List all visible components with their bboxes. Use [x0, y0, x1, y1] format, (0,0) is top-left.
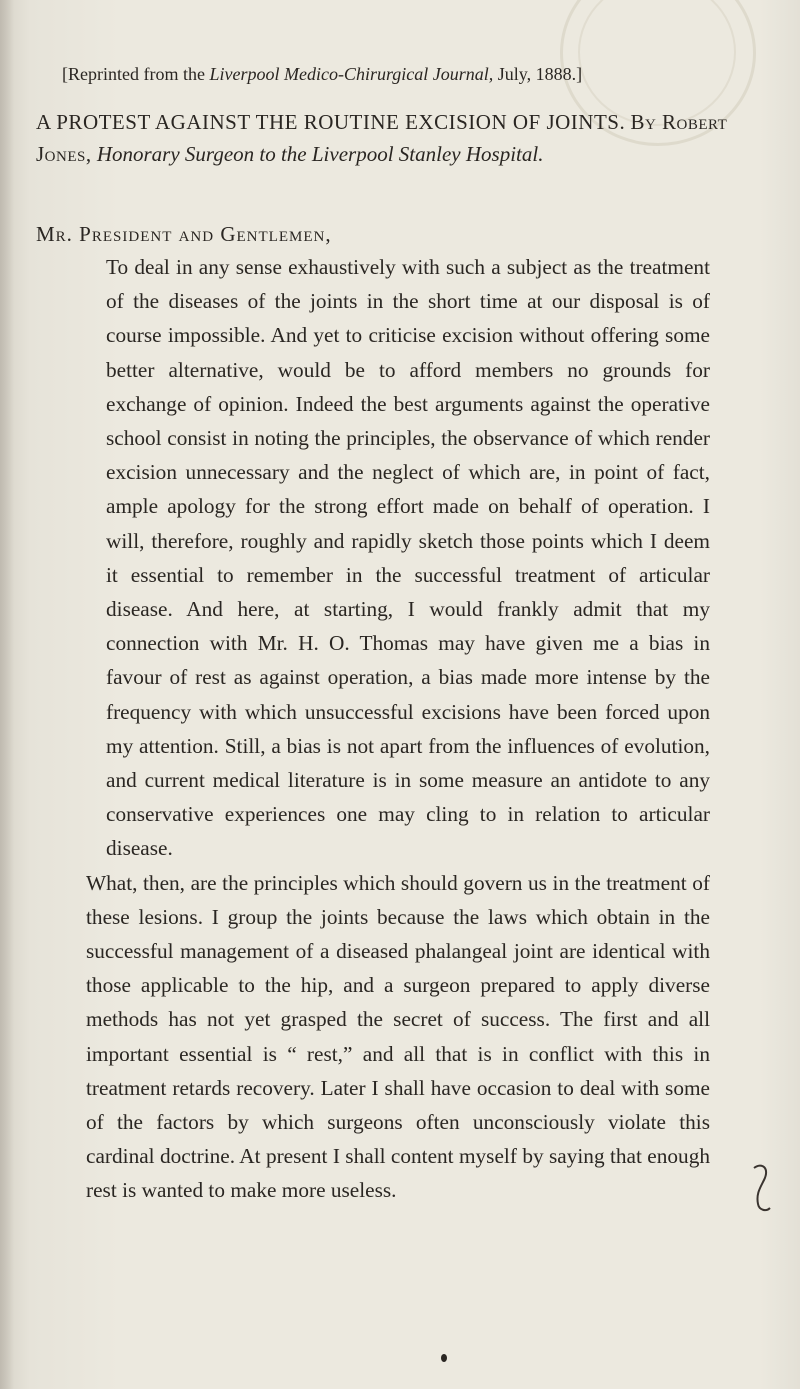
article-title-block [36, 106, 746, 170]
ink-dot [441, 1354, 447, 1362]
journal-name: Liverpool Medico-Chirurgical Journal, [209, 64, 494, 84]
page-edge-shadow [0, 0, 14, 1389]
reprint-suffix: July, 1888.] [493, 64, 583, 84]
paragraph-1: To deal in any sense exhaustively with such a subject as the treatment of the diseases of the joints in the short time at our disposal is of course impossible. And yet to criticise excision without offering some better alternative, would be to afford members no grounds for exchange of opinion. Indeed the best arguments against the operative school consist in noting the principles, the observance of which render excision unnecessary and the neglect of which are, in point of fact, ample apology for the strong effort made on behalf of operation. I will, therefore, roughly and rapidly sketch those points which I deem it essential to remember in the successful treatment of articular disease. And here, at starting, I would frankly admit that my connection with Mr. H. O. Thomas may have given me a bias in favour of rest as against operation, a bias made more intense by the frequency with which unsuccessful excisions have been forced upon my attention. Still, a bias is not apart from the influences of evolution, and current medical literature is in some measure an antidote to any conservative experiences one may cling to in relation to articular disease. [106, 255, 710, 861]
author-affiliation: Honorary Surgeon to the Liverpool Stanley Hospital. [96, 142, 544, 166]
paragraph-2: What, then, are the principles which should govern us in the treatment of these lesions. I group the joints because the laws which obtain in the successful management of a diseased phalangeal joint are identical with those applicable to the hip, and a surgeon prepared to apply diverse methods has not yet grasped the secret of success. The first and all important essential is “ rest,” and all that is in conflict with this in treatment retards recovery. Later I shall have occasion to deal with some of the factors by which surgeons often unconsciously violate this cardinal doctrine. At present I shall content myself by saying that enough rest is wanted to make more useless. [86, 870, 710, 1203]
article-title: A PROTEST AGAINST THE ROUTINE EXCISION OF JOINTS. [36, 110, 626, 134]
author-byline: By Robert Jones, [36, 110, 728, 166]
handwritten-margin-mark [748, 1160, 776, 1220]
article-body [54, 250, 710, 1208]
reprint-prefix: [Reprinted from the [62, 64, 210, 84]
salutation: Mr. President and Gentlemen, [36, 222, 332, 246]
reprint-note [62, 62, 762, 86]
